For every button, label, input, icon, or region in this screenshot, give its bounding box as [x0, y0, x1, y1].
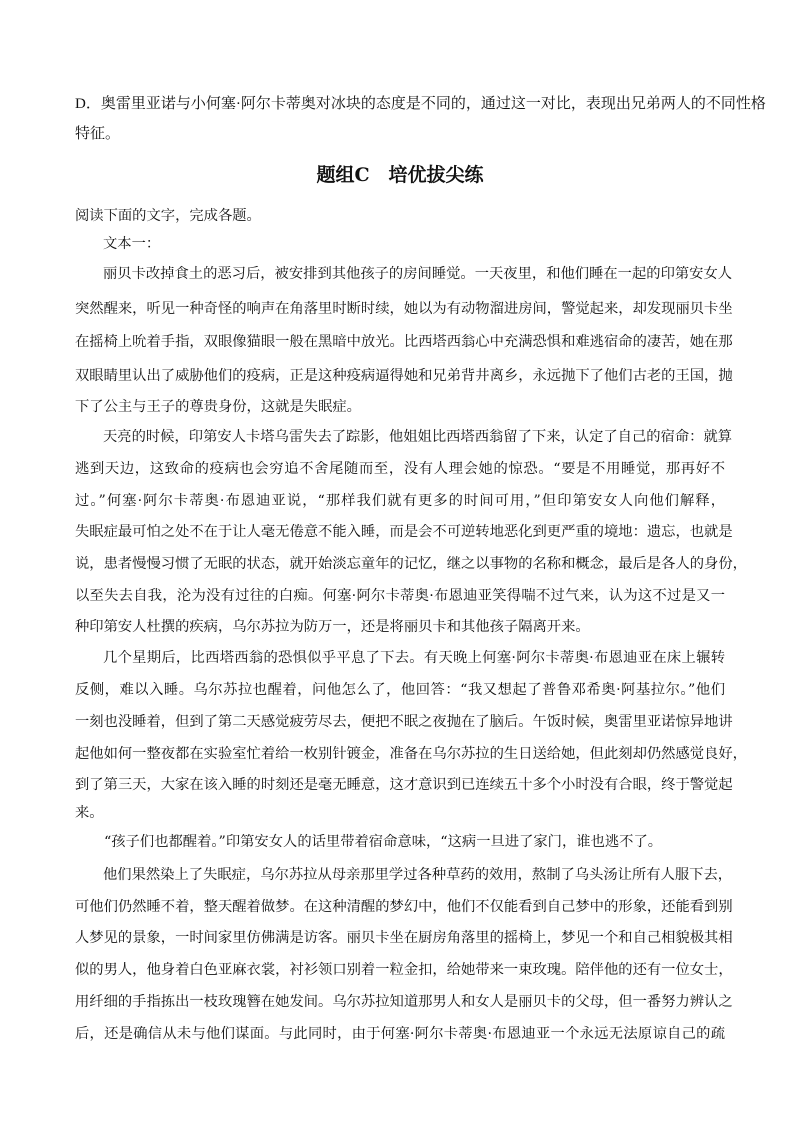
passage-line: 说，患者慢慢习惯了无眠的状态，就开始淡忘童年的记忆，继之以事物的名称和概念，最后是各人的身份，: [75, 556, 747, 572]
passage-line: 起他如何一整夜都在实验室忙着给一枚别针镀金，准备在乌尔苏拉的生日送给她，但此刻却仍然感觉良好，: [75, 746, 747, 762]
passage-line: 丽贝卡改掉食土的恶习后，被安排到其他孩子的房间睡觉。一天夜里，和他们睡在一起的印第安女人: [103, 266, 733, 282]
passage-line: 失眠症最可怕之处不在于让人毫无倦意不能入睡，而是会不可逆转地恶化到更严重的境地：遗忘，也就是: [75, 524, 733, 540]
passage-line: 过。”何塞·阿尔卡蒂奥·布恩迪亚说，“那样我们就有更多的时间可用，”但印第安女人向他们解释，: [75, 493, 725, 509]
passage-line: 逃到天边，这致命的疫病也会穷追不舍尾随而至，没有人理会她的惊恐。“要是不用睡觉，那再好不: [75, 461, 725, 477]
passage-line: 后，还是确信从未与他们谋面。与此同时，由于何塞·阿尔卡蒂奥·布恩迪亚一个永远无法原谅自己的疏: [75, 1026, 725, 1042]
option-d-line-1: D．奥雷里亚诺与小何塞·阿尔卡蒂奥对冰块的态度是不同的，通过这一对比，表现出兄弟两人的不同性格: [75, 96, 766, 112]
passage-line: 一刻也没睡着，但到了第二天感觉疲劳尽去，便把不眠之夜抛在了脑后。午饭时候，奥雷里亚诺惊异地讲: [75, 714, 733, 730]
section-title: 题组C 培优拔尖练: [316, 164, 484, 186]
passage-line: 用纤细的手指拣出一枝玫瑰簪在她发间。乌尔苏拉知道那男人和女人是丽贝卡的父母，但一番努力辨认之: [75, 994, 733, 1010]
passage-line: 他们果然染上了失眠症，乌尔苏拉从母亲那里学过各种草药的效用，熬制了乌头汤让所有人服下去，: [103, 867, 733, 883]
passage-line: 可他们仍然睡不着，整天醒着做梦。在这种清醒的梦幻中，他们不仅能看到自己梦中的形象，还能看到别: [75, 899, 733, 915]
passage-line: 在摇椅上吮着手指，双眼像猫眼一般在黑暗中放光。比西塔西翁心中充满恐惧和难逃宿命的凄苦，她在那: [75, 334, 733, 350]
passage-line: 反侧，难以入睡。乌尔苏拉也醒着，问他怎么了，他回答：“我又想起了普鲁邓希奥·阿基拉尔。”他们: [75, 682, 725, 698]
passage-line: 突然醒来，听见一种奇怪的响声在角落里时断时续，她以为有动物溜进房间，警觉起来，却发现丽贝卡坐: [75, 301, 733, 317]
text-label: 文本一：: [103, 236, 161, 252]
passage-line: 下了公主与王子的尊贵身份，这就是失眠症。: [75, 399, 361, 415]
passage-line: 来。: [75, 805, 104, 821]
passage-line: 种印第安人杜撰的疾病，乌尔苏拉为防万一，还是将丽贝卡和其他孩子隔离开来。: [75, 619, 590, 635]
passage-line: 几个星期后，比西塔西翁的恐惧似乎平息了下去。有天晚上何塞·阿尔卡蒂奥·布恩迪亚在床上辗转: [103, 650, 725, 666]
passage-line: 天亮的时候，印第安人卡塔乌雷失去了踪影，他姐姐比西塔西翁留了下来，认定了自己的宿命：就算: [103, 429, 733, 445]
passage-line: 似的男人，他身着白色亚麻衣裳，衬衫领口别着一粒金扣，给她带来一束玫瑰。陪伴他的还有一位女士，: [75, 962, 733, 978]
passage-line: 以至失去自我，沦为没有过往的白痴。何塞·阿尔卡蒂奥·布恩迪亚笑得喘不过气来，认为这不过是又一: [75, 588, 725, 604]
passage-line: 人梦见的景象，一时间家里仿佛满是访客。丽贝卡坐在厨房角落里的摇椅上，梦见一个和自己相貌极其相: [75, 930, 733, 946]
passage-line: “孩子们也都醒着。”印第安女人的话里带着宿命意味，“这病一旦进了家门，谁也逃不了。: [104, 834, 663, 850]
option-d-line-2: 特征。: [75, 126, 121, 142]
passage-line: 到了第三天，大家在该入睡的时刻还是毫无睡意，这才意识到已连续五十多个小时没有合眼，终于警觉起: [75, 777, 733, 793]
instruction: 阅读下面的文字，完成各题。: [75, 208, 261, 224]
passage-line: 双眼睛里认出了威胁他们的疫病，正是这种疫病逼得她和兄弟背井离乡，永远抛下了他们古老的王国，抛: [75, 368, 733, 384]
